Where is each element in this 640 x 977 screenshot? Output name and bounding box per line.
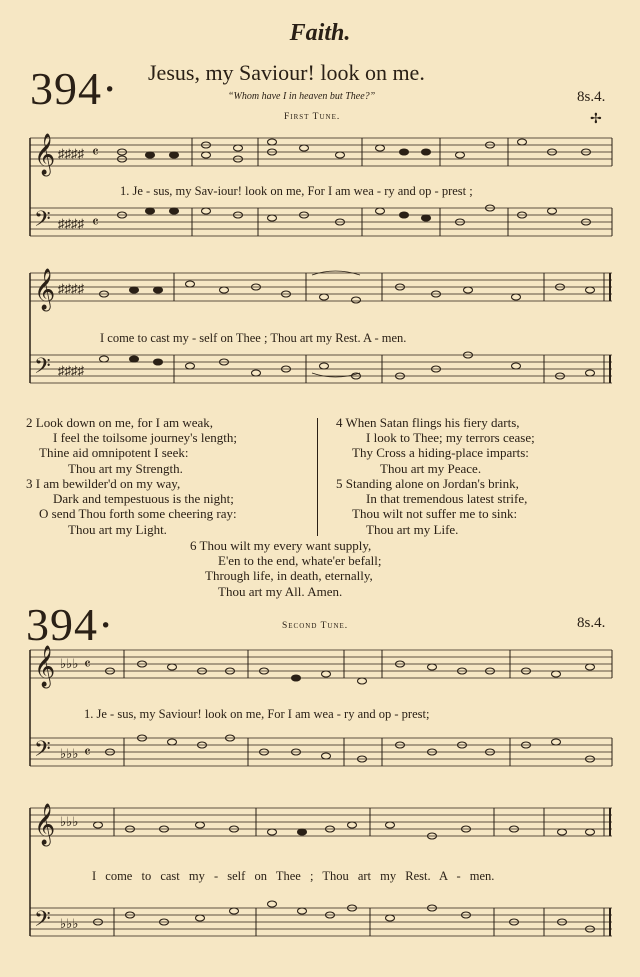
- svg-text:𝄢: 𝄢: [34, 207, 51, 237]
- tune-name-second: Second Tune.: [282, 621, 349, 631]
- svg-text:♭♭♭: ♭♭♭: [60, 916, 79, 931]
- tune1-lyrics-line2: I come to cast my - self on Thee ; Thou art my Rest. A - men.: [100, 331, 407, 345]
- svg-text:𝄞: 𝄞: [34, 646, 56, 687]
- svg-text:𝄴: 𝄴: [84, 657, 91, 673]
- svg-text:𝄢: 𝄢: [34, 354, 51, 384]
- verse-3: 3 I am bewilder'd on my way, Dark and tempestuous is the night; O send Thou forth some cheering ray: Thou art my Light.: [26, 476, 237, 537]
- svg-text:♯♯♯♯: ♯♯♯♯: [58, 216, 84, 231]
- svg-text:𝄞: 𝄞: [34, 804, 56, 845]
- svg-text:𝄢: 𝄢: [34, 907, 51, 937]
- svg-text:♭♭♭: ♭♭♭: [60, 814, 79, 829]
- epigraph: “Whom have I in heaven but Thee?”: [228, 91, 376, 102]
- svg-text:♯♯♯♯: ♯♯♯♯: [58, 363, 84, 378]
- svg-text:𝄢: 𝄢: [34, 737, 51, 767]
- tune-name-first: First Tune.: [284, 112, 341, 122]
- svg-text:𝄴: 𝄴: [92, 215, 99, 231]
- verse-6: 6 Thou wilt my every want supply, E'en to the end, whate'er befall; Through life, in death, eternally, Thou art my All. Amen.: [190, 538, 382, 599]
- verse-2: 2 Look down on me, for I am weak, I feel the toilsome journey's length; Thine aid omnipotent I seek: Thou art my Strength.: [26, 415, 237, 476]
- svg-text:♭♭♭: ♭♭♭: [60, 656, 79, 671]
- hymn-number-2: 394·: [26, 599, 115, 650]
- svg-text:𝄴: 𝄴: [84, 745, 91, 761]
- tune1-lyrics-line1: 1. Je - sus, my Sav-iour! look on me, For I am wea - ry and op - prest ;: [120, 184, 473, 198]
- tune2-lyrics-line2: I come to cast my - self on Thee ; Thou art my Rest. A - men.: [92, 869, 495, 883]
- meter-2: 8s.4.: [577, 615, 606, 631]
- meter: 8s.4.: [577, 89, 606, 105]
- tune2-lyrics-line1: 1. Je - sus, my Saviour! look on me, For I am wea - ry and op - prest;: [84, 707, 430, 721]
- verse-4: 4 When Satan flings his fiery darts, I look to Thee; my terrors cease; Thy Cross a hiding-place imparts: Thou art my Peace.: [336, 415, 535, 476]
- svg-text:♯♯♯♯: ♯♯♯♯: [58, 281, 84, 296]
- cross-mark-icon: ✢: [590, 112, 602, 127]
- verse-5: 5 Standing alone on Jordan's brink, In that tremendous latest strife, Thou wilt not suffer me to sink: Thou art my Life.: [336, 476, 528, 537]
- verse-divider: [317, 418, 318, 536]
- section-title: Faith.: [289, 20, 351, 46]
- hymn-title: Jesus, my Saviour! look on me.: [148, 60, 425, 85]
- svg-text:♯♯♯♯: ♯♯♯♯: [58, 146, 84, 161]
- svg-text:♭♭♭: ♭♭♭: [60, 746, 79, 761]
- hymn-number: 394·: [30, 63, 119, 114]
- svg-text:𝄞: 𝄞: [34, 269, 56, 310]
- svg-text:𝄴: 𝄴: [92, 145, 99, 161]
- svg-text:𝄞: 𝄞: [34, 134, 56, 175]
